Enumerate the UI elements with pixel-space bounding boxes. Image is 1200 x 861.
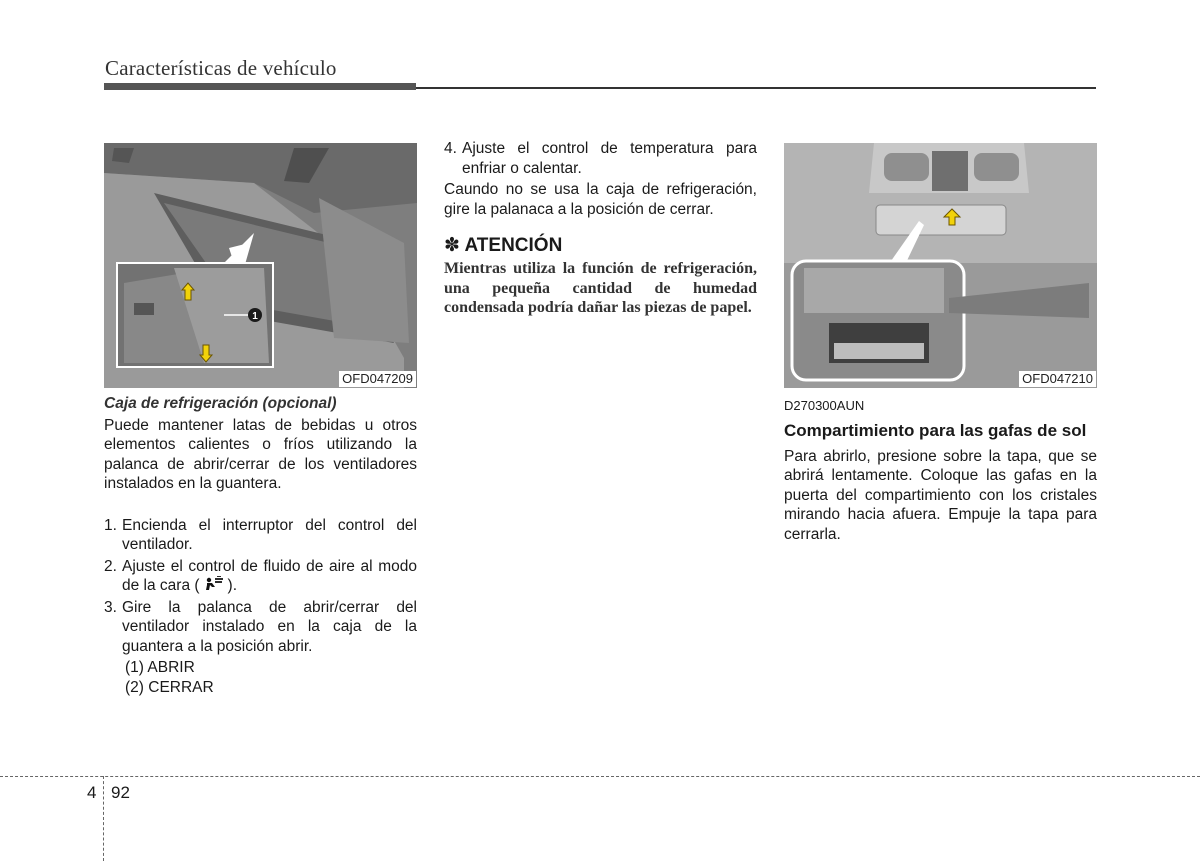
closing-instruction: Caundo no se usa la caja de refrigeración, gire la palanaca a la posición de cerrar. xyxy=(444,181,757,218)
step-number: 3. xyxy=(104,598,117,616)
header-rule-thin xyxy=(416,87,1096,89)
step-number: 1. xyxy=(104,516,117,534)
step-text: Ajuste el control de fluido de aire al modo de la cara ( xyxy=(122,557,417,594)
glovebox-caption: Caja de refrigeración (opcional) xyxy=(104,395,337,412)
option-close: (2) CERRAR xyxy=(125,678,214,696)
sunglass-holder-photo xyxy=(784,143,1097,388)
face-vent-mode-icon xyxy=(203,576,225,592)
attention-text: Mientras utiliza la función de refrigeración, una pequeña cantidad de humedad condensada podría dañar las piezas de papel. xyxy=(444,260,757,316)
step-item xyxy=(104,557,417,596)
glovebox-illustration xyxy=(104,143,417,388)
section-code: D270300AUN xyxy=(784,398,865,413)
footer-vertical-divider xyxy=(103,776,104,861)
page-header-title: Características de vehículo xyxy=(105,56,337,80)
glovebox-steps-continued xyxy=(444,139,757,178)
glovebox-steps xyxy=(104,516,417,657)
photo-code-label: OFD047209 xyxy=(339,371,416,387)
section-title: Compartimiento para las gafas de sol xyxy=(784,420,1087,440)
header-rule-thick xyxy=(104,83,416,90)
left-column xyxy=(104,143,417,697)
chapter-number: 4 xyxy=(87,783,97,802)
footer-divider xyxy=(0,776,1200,777)
page-number: 92 xyxy=(111,783,130,802)
photo-code-label: OFD047210 xyxy=(1019,371,1096,387)
step-text: Ajuste el control de temperatura para enfriar o calentar. xyxy=(462,140,757,177)
option-open: (1) ABRIR xyxy=(125,659,195,676)
step-text-end: ). xyxy=(227,577,238,594)
step-number: 2. xyxy=(104,557,117,575)
glovebox-intro: Puede mantener latas de bebidas u otros elementos calientes o fríos utilizando la palanca de abrir/cerrar de los ventiladores instalados en la guantera. xyxy=(104,416,417,492)
right-column xyxy=(784,143,1097,544)
step-item xyxy=(104,516,417,555)
step-item xyxy=(444,139,757,178)
glovebox-photo xyxy=(104,143,417,388)
sunglass-holder-illustration xyxy=(784,143,1097,388)
step-number: 4. xyxy=(444,140,457,157)
step-item xyxy=(104,598,417,657)
step-text: Encienda el interruptor del control del ventilador. xyxy=(122,516,417,553)
attention-heading: ✽ ATENCIÓN xyxy=(444,235,563,256)
callout-number-label: 1 xyxy=(252,311,258,322)
middle-column xyxy=(444,139,757,318)
step-text: Gire la palanca de abrir/cerrar del ventilador instalado en la caja de la guantera a la posición abrir. xyxy=(122,598,417,655)
sunglass-holder-text: Para abrirlo, presione sobre la tapa, que se abrirá lentamente. Coloque las gafas en la puerta del compartimiento con los cristales mirando hacia afuera. Empuje la tapa para cerrarla. xyxy=(784,447,1097,543)
